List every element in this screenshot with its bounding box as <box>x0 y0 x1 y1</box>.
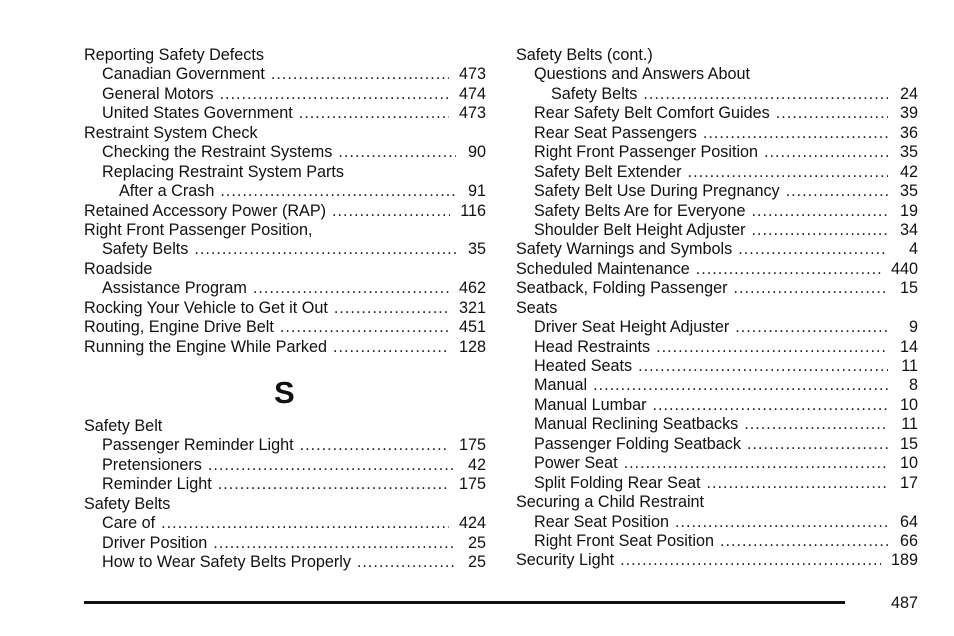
index-entry <box>516 85 918 104</box>
dot-leader <box>333 338 449 357</box>
index-entry <box>84 436 486 455</box>
index-entry <box>84 534 486 553</box>
index-entry-page: 42 <box>899 162 918 181</box>
index-entry-page: 8 <box>908 376 918 395</box>
index-entry-text: Right Front Passenger Position <box>534 143 759 162</box>
dot-leader <box>271 65 449 84</box>
dot-leader <box>593 376 888 395</box>
index-entry-text: Checking the Restraint Systems <box>102 143 333 162</box>
dot-leader <box>300 436 449 455</box>
index-entry <box>84 456 486 475</box>
dot-leader <box>253 279 449 298</box>
index-entry-text: Rear Safety Belt Comfort Guides <box>534 104 770 123</box>
index-entry-page: 9 <box>908 318 918 337</box>
index-entry <box>516 202 918 221</box>
index-entry <box>516 143 918 162</box>
index-entry-page: 35 <box>467 240 486 259</box>
index-entry <box>516 163 918 182</box>
index-entry <box>516 396 918 415</box>
dot-leader <box>220 182 456 201</box>
index-entry-page: 15 <box>899 279 918 298</box>
dot-leader <box>357 553 456 572</box>
index-group-s <box>84 417 486 573</box>
index-entry <box>516 357 918 376</box>
dot-leader <box>643 85 888 104</box>
index-entry <box>516 376 918 395</box>
index-entry-text: Manual Reclining Seatbacks <box>534 415 739 434</box>
index-entry-page: 10 <box>899 395 918 414</box>
dot-leader <box>747 435 888 454</box>
index-entry-page: 25 <box>467 533 486 552</box>
index-entry-text: Safety Belts <box>551 84 638 103</box>
dot-leader <box>703 124 888 143</box>
index-entry <box>516 454 918 473</box>
dot-leader <box>652 396 888 415</box>
index-entry <box>84 143 486 162</box>
index-entry-text: Head Restraints <box>534 337 651 356</box>
dot-leader <box>776 104 888 123</box>
index-entry-page: 42 <box>467 455 486 474</box>
dot-leader <box>280 318 449 337</box>
index-entry <box>516 318 918 337</box>
index-heading: Safety Belts (cont.) <box>516 46 653 64</box>
index-entry <box>516 124 918 143</box>
index-entry-text: Retained Accessory Power (RAP) <box>84 201 327 220</box>
index-entry-page: 35 <box>899 143 918 162</box>
index-entry-page: 64 <box>899 512 918 531</box>
index-entry-page: 451 <box>458 318 486 337</box>
index-entry-page: 36 <box>899 123 918 142</box>
index-entry-text: Running the Engine While Parked <box>84 337 327 356</box>
index-entry-text: Safety Belts Are for Everyone <box>534 201 746 220</box>
index-entry <box>516 104 918 123</box>
section-letter-s: S <box>274 375 295 410</box>
index-entry-page: 11 <box>901 415 918 434</box>
dot-leader <box>218 475 449 494</box>
index-entry-page: 35 <box>899 182 918 201</box>
index-entry-page: 473 <box>458 104 486 123</box>
index-entry-text: General Motors <box>102 84 214 103</box>
index-heading: Roadside <box>84 259 153 278</box>
index-entry-page: 175 <box>458 475 486 494</box>
index-entry-page: 90 <box>467 143 486 162</box>
index-entry-text: Power Seat <box>534 454 618 473</box>
index-entry <box>84 279 486 298</box>
index-entry-text: Security Light <box>516 551 615 570</box>
index-heading: Securing a Child Restraint <box>516 493 705 512</box>
dot-leader <box>733 279 888 298</box>
index-heading: Replacing Restraint System Parts <box>102 162 345 181</box>
index-entry-page: 10 <box>899 454 918 473</box>
index-entry-text: Driver Seat Height Adjuster <box>534 318 730 337</box>
index-entry-text: Driver Position <box>102 533 208 552</box>
dot-leader <box>332 202 450 221</box>
dot-leader <box>161 514 449 533</box>
index-entry-page: 116 <box>460 201 486 220</box>
index-entry <box>84 104 486 123</box>
index-entry-page: 25 <box>467 553 486 572</box>
dot-leader <box>706 474 888 493</box>
page-number: 487 <box>890 594 918 612</box>
dot-leader <box>735 318 888 337</box>
index-entry-text: Pretensioners <box>102 455 202 474</box>
index-entry-text: Passenger Reminder Light <box>102 436 294 455</box>
index-entry-page: 424 <box>458 514 486 533</box>
dot-leader <box>675 513 888 532</box>
index-entry-page: 473 <box>458 65 486 84</box>
footer-rule <box>84 601 845 604</box>
dot-leader <box>744 415 888 434</box>
index-entry-text: Care of <box>102 514 156 533</box>
index-entry <box>516 279 918 298</box>
index-entry <box>516 221 918 240</box>
dot-leader <box>334 299 449 318</box>
index-entry-page: 462 <box>458 279 486 298</box>
dot-leader <box>638 357 888 376</box>
index-entry-text: United States Government <box>102 104 293 123</box>
index-entry-page: 474 <box>458 84 486 103</box>
index-entry <box>84 182 486 201</box>
index-entry <box>516 513 918 532</box>
index-entry-page: 175 <box>458 436 486 455</box>
index-entry <box>84 202 486 221</box>
index-entry <box>84 338 486 357</box>
index-entry <box>516 415 918 434</box>
index-entry-page: 4 <box>908 240 918 259</box>
index-entry <box>516 532 918 551</box>
index-heading: Restraint System Check <box>84 123 258 142</box>
dot-leader <box>299 104 449 123</box>
dot-leader <box>213 534 456 553</box>
dot-leader <box>620 551 881 570</box>
index-entry <box>516 474 918 493</box>
dot-leader <box>194 240 456 259</box>
index-entry-text: Safety Warnings and Symbols <box>516 240 733 259</box>
index-entry-page: 24 <box>899 84 918 103</box>
dot-leader <box>764 143 888 162</box>
index-entry <box>84 514 486 533</box>
index-entry <box>516 240 918 259</box>
index-entry <box>84 318 486 337</box>
index-entry-text: Rear Seat Passengers <box>534 123 697 142</box>
index-heading: Safety Belt <box>84 417 163 435</box>
index-entry-text: Safety Belts <box>102 240 189 259</box>
index-entry-text: Right Front Seat Position <box>534 531 714 550</box>
index-entry <box>84 553 486 572</box>
index-entry-page: 34 <box>899 220 918 239</box>
index-entry <box>516 435 918 454</box>
index-group-s-continued <box>516 46 918 571</box>
index-entry-page: 17 <box>899 473 918 492</box>
index-entry <box>84 65 486 84</box>
index-entry <box>84 240 486 259</box>
index-entry-text: Seatback, Folding Passenger <box>516 279 728 298</box>
index-entry <box>84 85 486 104</box>
dot-leader <box>656 338 888 357</box>
index-entry-text: Split Folding Rear Seat <box>534 473 701 492</box>
index-entry-text: Safety Belt Extender <box>534 162 682 181</box>
index-entry <box>516 551 918 570</box>
index-entry-page: 39 <box>899 104 918 123</box>
index-entry-text: Manual <box>534 376 588 395</box>
index-entry-text: Safety Belt Use During Pregnancy <box>534 182 780 201</box>
index-entry-page: 15 <box>899 434 918 453</box>
index-heading: Reporting Safety Defects <box>84 46 264 64</box>
index-entry-page: 321 <box>458 298 486 317</box>
index-entry-text: How to Wear Safety Belts Properly <box>102 553 351 572</box>
index-entry-page: 440 <box>890 259 918 278</box>
dot-leader <box>720 532 888 551</box>
index-entry-text: Canadian Government <box>102 65 265 84</box>
dot-leader <box>751 221 888 240</box>
index-entry-text: Assistance Program <box>102 279 247 298</box>
index-entry-text: Rocking Your Vehicle to Get it Out <box>84 298 328 317</box>
index-heading: Safety Belts <box>84 494 171 513</box>
index-heading: Seats <box>516 298 558 317</box>
index-entry-text: Routing, Engine Drive Belt <box>84 318 274 337</box>
dot-leader <box>751 202 888 221</box>
index-entry <box>516 338 918 357</box>
index-entry-text: Shoulder Belt Height Adjuster <box>534 220 746 239</box>
index-entry <box>516 182 918 201</box>
dot-leader <box>208 456 456 475</box>
index-entry-page: 14 <box>899 337 918 356</box>
index-entry-text: Scheduled Maintenance <box>516 259 690 278</box>
index-heading: Right Front Passenger Position, <box>84 220 313 239</box>
index-entry-text: After a Crash <box>119 182 215 201</box>
index-entry-page: 91 <box>467 182 486 201</box>
left-index-column <box>84 46 486 573</box>
index-entry-text: Rear Seat Position <box>534 512 669 531</box>
right-index-column <box>516 46 918 571</box>
index-entry <box>84 299 486 318</box>
dot-leader <box>624 454 888 473</box>
dot-leader <box>338 143 456 162</box>
dot-leader <box>786 182 888 201</box>
index-entry-text: Passenger Folding Seatback <box>534 434 741 453</box>
dot-leader <box>220 85 449 104</box>
index-entry-page: 66 <box>899 531 918 550</box>
index-entry-page: 11 <box>901 357 918 375</box>
index-entry-page: 128 <box>458 337 486 356</box>
index-entry-text: Reminder Light <box>102 475 212 494</box>
index-entry-text: Manual Lumbar <box>534 395 647 414</box>
dot-leader <box>738 240 888 259</box>
dot-leader <box>696 260 881 279</box>
index-group-r <box>84 46 486 357</box>
dot-leader <box>688 163 888 182</box>
index-entry-text: Heated Seats <box>534 357 633 375</box>
index-entry-page: 189 <box>890 551 918 570</box>
index-entry <box>516 260 918 279</box>
index-heading: Questions and Answers About <box>534 65 750 84</box>
index-entry-page: 19 <box>899 201 918 220</box>
index-entry <box>84 475 486 494</box>
